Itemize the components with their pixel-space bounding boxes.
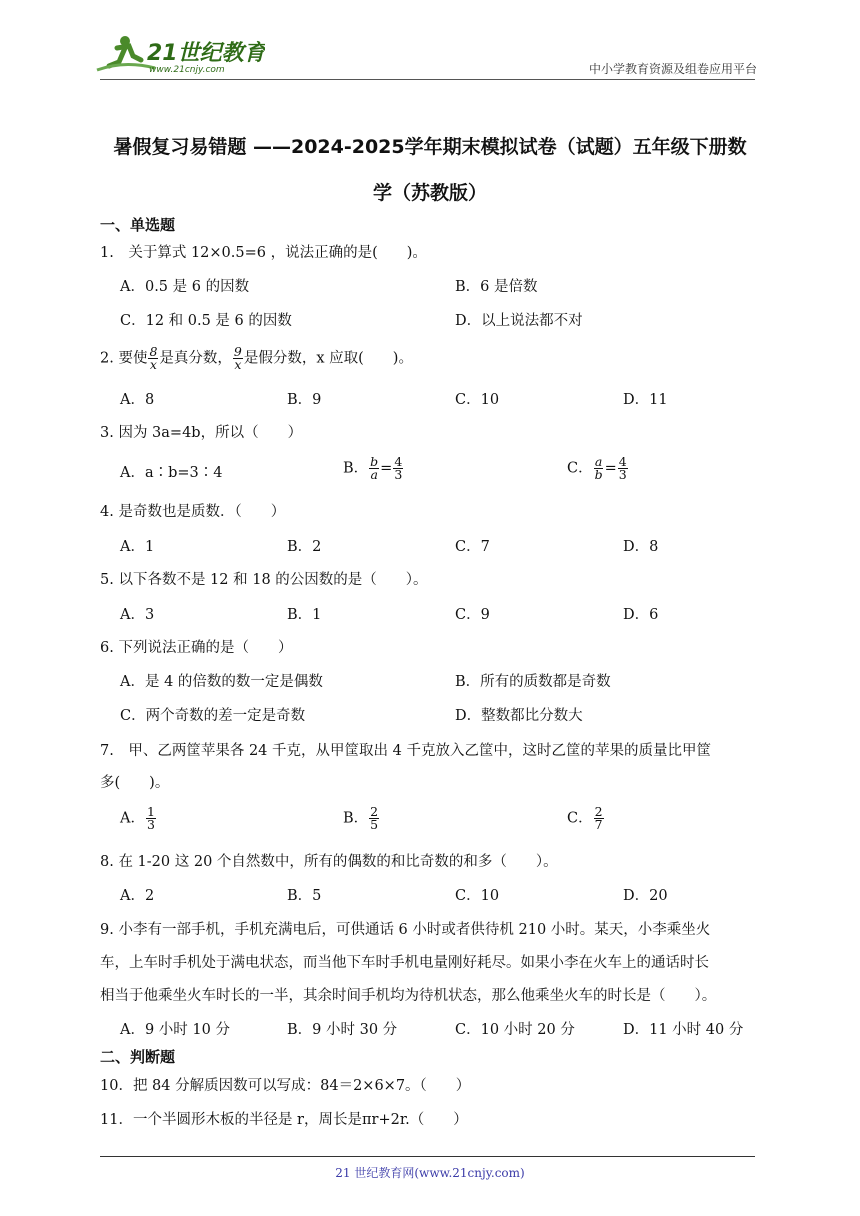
question-9-line2: 车，上车时手机处于满电状态，而当他下车时手机电量刚好耗尽。如果小李在火车上的通话时长 (100, 955, 709, 971)
header-divider (100, 79, 755, 80)
question-10: 10．把 84 分解质因数可以写成：84＝2×6×7。（ ） (100, 1078, 471, 1094)
question-6: 6. 下列说法正确的是（ ） (100, 640, 293, 656)
q7-option-c: C． $\frac{2}{7}$ (567, 804, 603, 832)
q9-option-c: C．10 小时 20 分 (455, 1022, 575, 1038)
q1-option-d: D．以上说法都不对 (455, 313, 583, 329)
question-11: 11．一个半圆形木板的半径是 r，周长是πr+2r.（ ） (100, 1112, 468, 1128)
q1-option-b: B．6 是倍数 (455, 279, 538, 295)
q5-option-b: B．1 (287, 607, 322, 623)
q6-option-a: A．是 4 的倍数的数一定是偶数 (120, 674, 323, 690)
question-1: 1. 关于算式 12×0.5=6 ，说法正确的是( )。 (100, 245, 427, 261)
q8-option-d: D．20 (623, 888, 668, 904)
q2-fraction-1: $\frac{8}{x}$ (149, 344, 158, 372)
logo-url: www.21cnjy.com (149, 65, 225, 75)
q9-option-d: D．11 小时 40 分 (623, 1022, 744, 1038)
logo-text: 21世纪教育 (147, 41, 265, 66)
q4-option-c: C．7 (455, 539, 490, 555)
q6-option-b: B．所有的质数都是奇数 (455, 674, 611, 690)
question-7-line1: 7. 甲、乙两筐苹果各 24 千克，从甲筐取出 4 千克放入乙筐中，这时乙筐的苹果的质量比甲筐 (100, 743, 711, 759)
page-title-line2: 学（苏教版） (372, 182, 487, 204)
runner-logo-icon (95, 32, 265, 78)
question-3: 3. 因为 3a=4b，所以（ ） (100, 425, 303, 441)
q7-option-a: A． $\frac{1}{3}$ (120, 804, 155, 832)
q8-option-c: C．10 (455, 888, 500, 904)
q1-option-c: C．12 和 0.5 是 6 的因数 (120, 313, 292, 329)
question-9-line3: 相当于他乘坐火车时长的一半，其余时间手机均为待机状态，那么他乘坐火车的时长是（ ）。 (100, 988, 717, 1004)
q1-option-a: A．0.5 是 6 的因数 (120, 279, 250, 295)
q5-option-d: D．6 (623, 607, 659, 623)
brand-logo (95, 32, 265, 78)
q8-option-a: A．2 (120, 888, 155, 904)
q2-option-b: B．9 (287, 392, 322, 408)
section-heading-single-choice: 一、单选题 (100, 216, 176, 234)
platform-label: 中小学教育资源及组卷应用平台 (588, 62, 757, 76)
question-9-line1: 9. 小李有一部手机，手机充满电后，可供通话 6 小时或者供待机 210 小时。某天，小李乘坐火 (100, 922, 711, 938)
q3-option-c: C． $\frac{a}{b}$ = $\frac{4}{3}$ (567, 454, 627, 482)
q2-fraction-2: $\frac{9}{x}$ (233, 344, 242, 372)
q8-option-b: B．5 (287, 888, 322, 904)
q5-option-a: A．3 (120, 607, 155, 623)
q9-option-a: A．9 小时 10 分 (120, 1022, 230, 1038)
footer-divider (100, 1156, 755, 1157)
section-heading-true-false: 二、判断题 (100, 1048, 176, 1066)
q6-option-d: D．整数都比分数大 (455, 708, 583, 724)
q3-option-b: B． $\frac{b}{a}$ = $\frac{4}{3}$ (343, 454, 403, 482)
question-4: 4. 是奇数也是质数．（ ） (100, 504, 286, 520)
q2-mid1: 是真分数， (159, 350, 232, 367)
q4-option-a: A．1 (120, 539, 155, 555)
q6-option-c: C．两个奇数的差一定是奇数 (120, 708, 306, 724)
footer-link[interactable]: 21 世纪教育网(www.21cnjy.com) (335, 1166, 525, 1180)
question-5: 5. 以下各数不是 12 和 18 的公因数的是（ ）。 (100, 572, 428, 588)
q3-option-a: A．a∶b=3∶4 (120, 465, 223, 481)
page-title-line1: 暑假复习易错题 ——2024-2025学年期末模拟试卷（试题）五年级下册数 (113, 136, 747, 158)
question-2 (100, 346, 413, 371)
question-8: 8. 在 1-20 这 20 个自然数中，所有的偶数的和比奇数的和多（ ）。 (100, 854, 558, 870)
q2-option-a: A．8 (120, 392, 155, 408)
q5-option-c: C．9 (455, 607, 490, 623)
q7-option-b: B． $\frac{2}{5}$ (343, 804, 379, 832)
q9-option-b: B．9 小时 30 分 (287, 1022, 398, 1038)
q4-option-d: D．8 (623, 539, 659, 555)
q2-option-c: C．10 (455, 392, 500, 408)
q2-prefix: 2. 要使 (100, 350, 148, 367)
question-7-line2: 多( )。 (100, 775, 170, 791)
q2-mid2: 是假分数，x 应取( )。 (243, 350, 413, 367)
q4-option-b: B．2 (287, 539, 322, 555)
q2-option-d: D．11 (623, 392, 668, 408)
